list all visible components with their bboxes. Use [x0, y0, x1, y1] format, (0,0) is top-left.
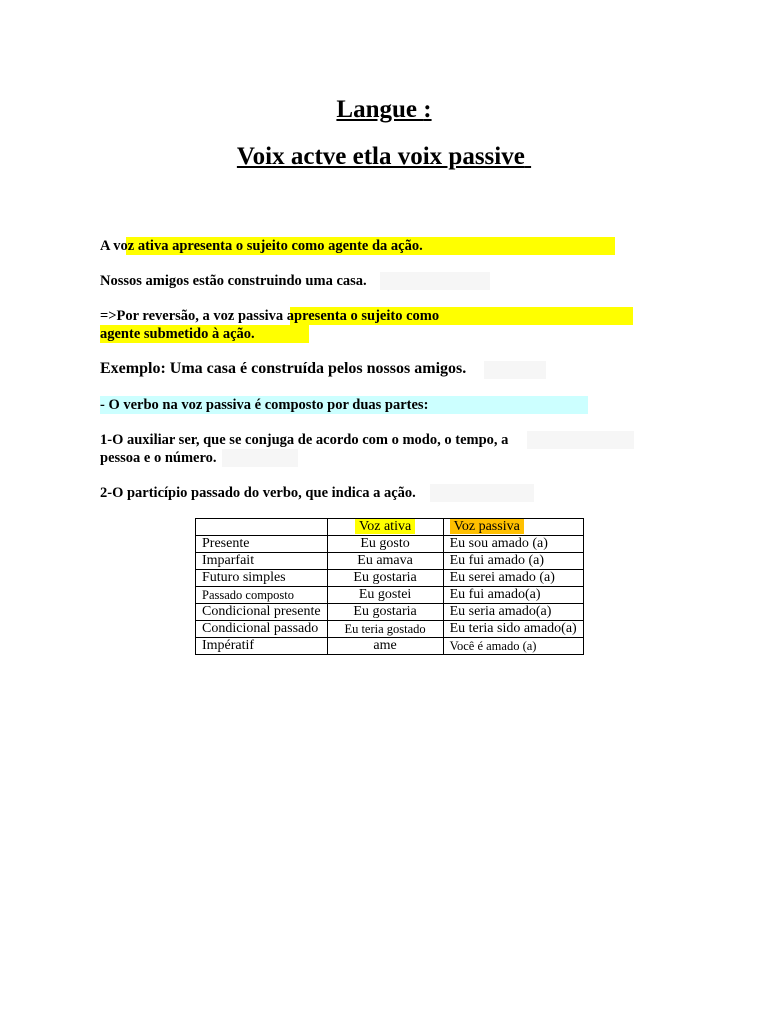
active-cell: Eu gosto	[327, 536, 443, 553]
passive-cell: Eu fui amado (a)	[443, 553, 583, 570]
shade-bar	[222, 449, 298, 467]
table-header-cell	[327, 519, 443, 536]
active-cell: ame	[327, 638, 443, 655]
tense-cell: Condicional passado	[196, 621, 328, 638]
header-voz-ativa: Voz ativa	[355, 519, 415, 534]
p3-highlight-a: apresenta o sujeito como	[283, 308, 440, 324]
shade-bar	[527, 431, 634, 449]
passive-cell: Eu teria sido amado(a)	[443, 621, 583, 638]
paragraph-reversao-line1	[100, 308, 439, 325]
table-row	[196, 638, 584, 655]
table-row	[196, 604, 584, 621]
table-row	[196, 553, 584, 570]
header-voz-passiva: Voz passiva	[450, 519, 524, 534]
shade-bar	[484, 361, 546, 379]
active-cell: Eu gostaria	[327, 604, 443, 621]
title-colon: :	[423, 96, 432, 123]
table-row	[196, 570, 584, 587]
p3-prefix: =>Por reversão, a voz passiva	[100, 308, 284, 324]
active-cell: Eu amava	[327, 553, 443, 570]
paragraph-participio: 2-O particípio passado do verbo, que indica a ação.	[100, 485, 416, 501]
paragraph-voz-ativa	[100, 238, 423, 255]
table-row	[196, 621, 584, 638]
shade-bar	[380, 272, 490, 290]
table-header-cell	[443, 519, 583, 536]
p1-highlight: z ativa apresenta o sujeito como agente da ação.	[127, 238, 423, 254]
page-subtitle	[0, 143, 768, 171]
tense-cell: Presente	[196, 536, 328, 553]
tense-cell: Passado composto	[196, 587, 328, 604]
active-cell: Eu teria gostado	[327, 621, 443, 638]
tense-cell: Condicional presente	[196, 604, 328, 621]
active-cell: Eu gostei	[327, 587, 443, 604]
title-langue: Langue	[336, 96, 417, 123]
subtitle-text: Voix actve etla voix passive	[236, 143, 525, 170]
paragraph-exemplo: Exemplo: Uma casa é construída pelos nossos amigos.	[100, 360, 467, 377]
paragraph-verbo-partes: - O verbo na voz passiva é composto por duas partes:	[100, 397, 429, 413]
table-header-row	[196, 519, 584, 536]
tense-cell: Futuro simples	[196, 570, 328, 587]
paragraph-example-active: Nossos amigos estão construindo uma casa.	[100, 273, 367, 289]
passive-cell: Você é amado (a)	[443, 638, 583, 655]
active-cell: Eu gostaria	[327, 570, 443, 587]
table-row	[196, 536, 584, 553]
shade-bar	[430, 484, 534, 502]
passive-cell: Eu fui amado(a)	[443, 587, 583, 604]
paragraph-auxiliar-line2: pessoa e o número.	[100, 450, 217, 466]
passive-cell: Eu sou amado (a)	[443, 536, 583, 553]
conjugation-table	[195, 518, 584, 655]
tense-cell: Imparfait	[196, 553, 328, 570]
p1-prefix: A vo	[100, 238, 128, 254]
paragraph-reversao-line2: agente submetido à ação.	[100, 326, 255, 342]
passive-cell: Eu seria amado(a)	[443, 604, 583, 621]
table-row	[196, 587, 584, 604]
paragraph-auxiliar-line1: 1-O auxiliar ser, que se conjuga de acordo com o modo, o tempo, a	[100, 432, 509, 448]
passive-cell: Eu serei amado (a)	[443, 570, 583, 587]
tense-cell: Impératif	[196, 638, 328, 655]
page-title	[0, 96, 768, 124]
table-header-cell	[196, 519, 328, 536]
